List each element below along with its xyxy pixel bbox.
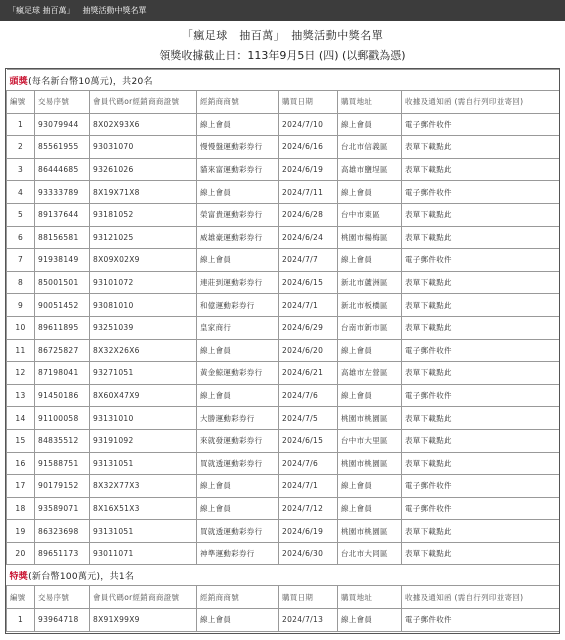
table-row: [7, 181, 560, 204]
cell-purchase-address: 桃園市桃園區: [338, 520, 402, 543]
table-row: [7, 429, 560, 452]
cell-purchase-date: 2024/6/20: [279, 339, 338, 362]
cell-receipt-notice: 表單下載點此: [402, 520, 560, 543]
cell-row-number: 4: [7, 181, 35, 204]
cell-transaction-id: 91100058: [35, 407, 90, 430]
page-title: 「瘋足球 抽百萬」 抽獎活動中獎名單: [181, 29, 384, 42]
cell-receipt-notice: 表單下載點此: [402, 271, 560, 294]
cell-purchase-address: 線上會員: [338, 113, 402, 136]
table-row: [7, 520, 560, 543]
cell-receipt-notice: 電子郵件收件: [402, 475, 560, 498]
cell-member-code: 8X02X93X6: [90, 113, 197, 136]
cell-row-number: 20: [7, 542, 35, 565]
column-header-purchase-date: 購買日期: [279, 586, 338, 609]
cell-purchase-date: 2024/6/15: [279, 429, 338, 452]
table-row: [7, 294, 560, 317]
cell-member-code: 93131010: [90, 407, 197, 430]
cell-purchase-date: 2024/6/30: [279, 542, 338, 565]
cell-row-number: 1: [7, 609, 35, 632]
table-row: [7, 452, 560, 475]
cell-dealer-name: 線上會員: [197, 384, 279, 407]
cell-purchase-date: 2024/7/11: [279, 181, 338, 204]
column-header-purchase-address: 購買地址: [338, 91, 402, 114]
cell-purchase-address: 台中市東區: [338, 203, 402, 226]
cell-dealer-name: 買就透運動彩券行: [197, 520, 279, 543]
cell-transaction-id: 89137644: [35, 203, 90, 226]
top-bar: [0, 0, 565, 21]
first_prize-section-header: [7, 70, 560, 91]
cell-receipt-notice: 電子郵件收件: [402, 181, 560, 204]
cell-member-code: 8X32X77X3: [90, 475, 197, 498]
cell-purchase-date: 2024/6/29: [279, 316, 338, 339]
cell-transaction-id: 91938149: [35, 249, 90, 272]
cell-member-code: 93181052: [90, 203, 197, 226]
column-header-receipt-notice: 收據及通知函 (需自行列印並寄回): [402, 586, 560, 609]
column-header-dealer-name: 經銷商商號: [197, 91, 279, 114]
cell-dealer-name: 買就透運動彩券行: [197, 452, 279, 475]
cell-transaction-id: 87198041: [35, 362, 90, 385]
cell-purchase-date: 2024/7/10: [279, 113, 338, 136]
cell-dealer-name: 貓來富運動彩券行: [197, 158, 279, 181]
cell-row-number: 18: [7, 497, 35, 520]
cell-row-number: 7: [7, 249, 35, 272]
special_prize-column-headers: [7, 586, 560, 609]
cell-dealer-name: 線上會員: [197, 609, 279, 632]
cell-receipt-notice: 表單下載點此: [402, 158, 560, 181]
cell-dealer-name: 神準運動彩券行: [197, 542, 279, 565]
cell-receipt-notice: 電子郵件收件: [402, 249, 560, 272]
cell-dealer-name: 和億運動彩券行: [197, 294, 279, 317]
cell-dealer-name: 皇家商行: [197, 316, 279, 339]
cell-member-code: 93261026: [90, 158, 197, 181]
cell-purchase-address: 桃園市桃園區: [338, 407, 402, 430]
cell-row-number: 9: [7, 294, 35, 317]
cell-transaction-id: 85561955: [35, 136, 90, 159]
table-row: [7, 136, 560, 159]
cell-member-code: 93131051: [90, 520, 197, 543]
cell-member-code: 8X32X26X6: [90, 339, 197, 362]
cell-purchase-date: 2024/7/1: [279, 294, 338, 317]
table-row: [7, 497, 560, 520]
cell-purchase-date: 2024/6/28: [279, 203, 338, 226]
cell-receipt-notice: 表單下載點此: [402, 316, 560, 339]
cell-purchase-date: 2024/6/19: [279, 158, 338, 181]
cell-purchase-address: 台南市新市區: [338, 316, 402, 339]
winners-table-box: [5, 68, 560, 634]
cell-purchase-address: 台中市大里區: [338, 429, 402, 452]
cell-transaction-id: 89651173: [35, 542, 90, 565]
cell-row-number: 14: [7, 407, 35, 430]
cell-dealer-name: 線上會員: [197, 339, 279, 362]
cell-transaction-id: 90051452: [35, 294, 90, 317]
cell-member-code: 8X09X02X9: [90, 249, 197, 272]
cell-member-code: 93191092: [90, 429, 197, 452]
cell-purchase-address: 線上會員: [338, 181, 402, 204]
cell-receipt-notice: 表單下載點此: [402, 407, 560, 430]
table-row: [7, 158, 560, 181]
cell-purchase-address: 高雄市鹽埕區: [338, 158, 402, 181]
cell-transaction-id: 91450186: [35, 384, 90, 407]
cell-member-code: 8X91X99X9: [90, 609, 197, 632]
cell-member-code: 93121025: [90, 226, 197, 249]
column-header-member-code: 會員代碼or經銷商商證號: [90, 586, 197, 609]
cell-receipt-notice: 表單下載點此: [402, 203, 560, 226]
cell-purchase-date: 2024/7/13: [279, 609, 338, 632]
column-header-member-code: 會員代碼or經銷商商證號: [90, 91, 197, 114]
cell-transaction-id: 88156581: [35, 226, 90, 249]
cell-purchase-address: 線上會員: [338, 497, 402, 520]
cell-row-number: 2: [7, 136, 35, 159]
topbar-subtitle: 抽獎活動中獎名單: [82, 6, 147, 15]
cell-receipt-notice: 電子郵件收件: [402, 384, 560, 407]
cell-dealer-name: 慢慢盤運動彩券行: [197, 136, 279, 159]
winners-table: [6, 69, 560, 632]
cell-transaction-id: 93333789: [35, 181, 90, 204]
cell-purchase-date: 2024/6/21: [279, 362, 338, 385]
cell-purchase-date: 2024/6/15: [279, 271, 338, 294]
cell-purchase-date: 2024/7/12: [279, 497, 338, 520]
table-row: [7, 339, 560, 362]
cell-member-code: 93131051: [90, 452, 197, 475]
cell-transaction-id: 93079944: [35, 113, 90, 136]
column-header-transaction-id: 交易序號: [35, 91, 90, 114]
cell-transaction-id: 86323698: [35, 520, 90, 543]
cell-transaction-id: 93589071: [35, 497, 90, 520]
cell-member-code: 93251039: [90, 316, 197, 339]
cell-purchase-address: 台北市大同區: [338, 542, 402, 565]
cell-dealer-name: 威雄豪運動彩券行: [197, 226, 279, 249]
first_prize-description: (每名新台幣10萬元)，共20名: [28, 76, 153, 87]
cell-transaction-id: 86725827: [35, 339, 90, 362]
cell-row-number: 10: [7, 316, 35, 339]
cell-purchase-address: 桃園市楊梅區: [338, 226, 402, 249]
table-row: [7, 475, 560, 498]
cell-row-number: 3: [7, 158, 35, 181]
special_prize-description: (新台幣100萬元)，共1名: [28, 571, 135, 582]
cell-purchase-address: 台北市信義區: [338, 136, 402, 159]
cell-row-number: 8: [7, 271, 35, 294]
column-header-row-number: 編號: [7, 586, 35, 609]
cell-dealer-name: 線上會員: [197, 475, 279, 498]
cell-purchase-date: 2024/7/1: [279, 475, 338, 498]
cell-purchase-date: 2024/6/16: [279, 136, 338, 159]
column-header-receipt-notice: 收據及通知函 (需自行列印並寄回): [402, 91, 560, 114]
cell-member-code: 93271051: [90, 362, 197, 385]
special_prize-section-header: [7, 565, 560, 586]
cell-purchase-date: 2024/6/24: [279, 226, 338, 249]
cell-transaction-id: 93964718: [35, 609, 90, 632]
cell-transaction-id: 86444685: [35, 158, 90, 181]
cell-row-number: 5: [7, 203, 35, 226]
table-row: [7, 609, 560, 632]
cell-dealer-name: 線上會員: [197, 249, 279, 272]
table-row: [7, 226, 560, 249]
table-row: [7, 542, 560, 565]
cell-dealer-name: 連莊到運動彩券行: [197, 271, 279, 294]
column-header-purchase-date: 購買日期: [279, 91, 338, 114]
table-row: [7, 249, 560, 272]
cell-member-code: 93011071: [90, 542, 197, 565]
cell-row-number: 17: [7, 475, 35, 498]
cell-purchase-address: 桃園市桃園區: [338, 452, 402, 475]
cell-receipt-notice: 電子郵件收件: [402, 497, 560, 520]
cell-transaction-id: 89611895: [35, 316, 90, 339]
cell-transaction-id: 85001501: [35, 271, 90, 294]
cell-transaction-id: 90179152: [35, 475, 90, 498]
cell-row-number: 19: [7, 520, 35, 543]
cell-purchase-address: 新北市蘆洲區: [338, 271, 402, 294]
cell-row-number: 11: [7, 339, 35, 362]
cell-dealer-name: 線上會員: [197, 181, 279, 204]
table-row: [7, 203, 560, 226]
cell-receipt-notice: 表單下載點此: [402, 452, 560, 475]
special_prize-label: 特獎: [9, 571, 29, 582]
cell-purchase-date: 2024/6/19: [279, 520, 338, 543]
table-row: [7, 407, 560, 430]
cell-row-number: 1: [7, 113, 35, 136]
cell-member-code: 93031070: [90, 136, 197, 159]
cell-receipt-notice: 電子郵件收件: [402, 113, 560, 136]
cell-purchase-address: 線上會員: [338, 339, 402, 362]
cell-member-code: 8X60X47X9: [90, 384, 197, 407]
column-header-row-number: 編號: [7, 91, 35, 114]
cell-member-code: 8X19X71X8: [90, 181, 197, 204]
cell-receipt-notice: 表單下載點此: [402, 429, 560, 452]
cell-purchase-date: 2024/7/7: [279, 249, 338, 272]
table-row: [7, 316, 560, 339]
cell-member-code: 93081010: [90, 294, 197, 317]
cell-dealer-name: 線上會員: [197, 113, 279, 136]
cell-dealer-name: 黃金鯨運動彩券行: [197, 362, 279, 385]
cell-dealer-name: 大勝運動彩券行: [197, 407, 279, 430]
first_prize-label: 頭獎: [9, 76, 29, 87]
cell-purchase-date: 2024/7/6: [279, 452, 338, 475]
cell-receipt-notice: 表單下載點此: [402, 542, 560, 565]
cell-dealer-name: 來就發運動彩券行: [197, 429, 279, 452]
cell-member-code: 93101072: [90, 271, 197, 294]
cell-transaction-id: 91588751: [35, 452, 90, 475]
column-header-transaction-id: 交易序號: [35, 586, 90, 609]
cell-transaction-id: 84835512: [35, 429, 90, 452]
cell-purchase-address: 線上會員: [338, 609, 402, 632]
cell-receipt-notice: 表單下載點此: [402, 294, 560, 317]
cell-receipt-notice: 表單下載點此: [402, 136, 560, 159]
cell-row-number: 12: [7, 362, 35, 385]
cell-purchase-address: 線上會員: [338, 249, 402, 272]
cell-purchase-address: 新北市板橋區: [338, 294, 402, 317]
cell-dealer-name: 線上會員: [197, 497, 279, 520]
cell-purchase-address: 高雄市左營區: [338, 362, 402, 385]
table-row: [7, 113, 560, 136]
cell-receipt-notice: 表單下載點此: [402, 362, 560, 385]
cell-row-number: 13: [7, 384, 35, 407]
cell-dealer-name: 榮富貴運動彩券行: [197, 203, 279, 226]
cell-receipt-notice: 電子郵件收件: [402, 609, 560, 632]
deadline-text: 領獎收據截止日：113年9月5日 (四) (以郵戳為憑): [159, 49, 406, 62]
cell-receipt-notice: 表單下載點此: [402, 226, 560, 249]
cell-row-number: 16: [7, 452, 35, 475]
table-row: [7, 271, 560, 294]
cell-purchase-date: 2024/7/5: [279, 407, 338, 430]
cell-row-number: 6: [7, 226, 35, 249]
table-row: [7, 362, 560, 385]
column-header-purchase-address: 購買地址: [338, 586, 402, 609]
cell-receipt-notice: 電子郵件收件: [402, 339, 560, 362]
cell-purchase-address: 線上會員: [338, 475, 402, 498]
column-header-dealer-name: 經銷商商號: [197, 586, 279, 609]
cell-purchase-date: 2024/7/6: [279, 384, 338, 407]
table-row: [7, 384, 560, 407]
first_prize-column-headers: [7, 91, 560, 114]
cell-purchase-address: 線上會員: [338, 384, 402, 407]
cell-row-number: 15: [7, 429, 35, 452]
cell-member-code: 8X16X51X3: [90, 497, 197, 520]
topbar-title: 「瘋足球 抽百萬」: [8, 6, 75, 15]
